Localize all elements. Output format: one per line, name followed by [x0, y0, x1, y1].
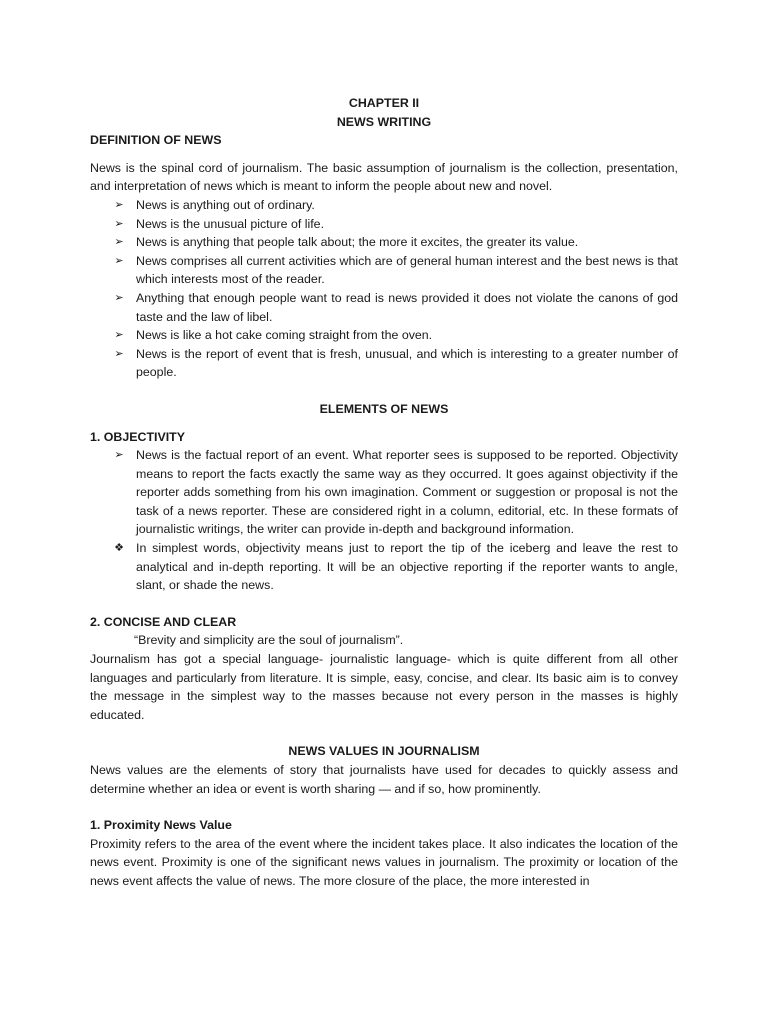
arrow-bullet-icon: ➢ — [114, 217, 124, 230]
arrow-bullet-icon: ➢ — [114, 236, 124, 249]
list-item-text: In simplest words, objectivity means just to report the tip of the iceberg and leave the rest to analytical and in-depth reporting. It will be an objective reporting if the reporter wants to angle, slant, or shade the news. — [136, 541, 678, 593]
arrow-bullet-icon: ➢ — [114, 329, 124, 342]
news-values-intro: News values are the elements of story that journalists have used for decades to quickly assess and determine whether an idea or event is worth sharing — and if so, how prominently. — [90, 763, 678, 796]
diamond-bullet-icon: ❖ — [114, 542, 124, 555]
document-content — [90, 94, 678, 891]
list-item-text: News is anything out of ordinary. — [136, 197, 315, 212]
concise-quote: “Brevity and simplicity are the soul of journalism”. — [134, 633, 404, 648]
proximity-heading: 1. Proximity News Value — [90, 818, 232, 833]
list-item-text: News is anything that people talk about; the more it excites, the greater its value. — [136, 235, 579, 250]
list-item — [90, 196, 678, 215]
list-item-text: News is the report of event that is fresh, unusual, and which is interesting to a greater number of people. — [136, 346, 678, 380]
proximity-body: Proximity refers to the area of the event where the incident takes place. It also indicates the location of the news event. Proximity is one of the significant news values in journalism. The proximity or location of the news event affects the value of news. The more closure of the place, the more interested in — [90, 836, 678, 888]
objectivity-heading: 1. OBJECTIVITY — [90, 429, 186, 444]
list-item — [90, 252, 678, 289]
list-item-text: News is the unusual picture of life. — [136, 216, 325, 231]
list-item — [90, 215, 678, 234]
arrow-bullet-icon: ➢ — [114, 347, 124, 360]
list-item-text: Anything that enough people want to read is news provided it does not violate the canons of god taste and the law of libel. — [136, 290, 678, 324]
concise-heading: 2. CONCISE AND CLEAR — [90, 614, 237, 629]
arrow-bullet-icon: ➢ — [114, 449, 124, 462]
news-values-heading: NEWS VALUES IN JOURNALISM — [288, 744, 480, 759]
list-item — [90, 539, 678, 595]
definition-list — [90, 196, 678, 382]
list-item — [90, 326, 678, 345]
arrow-bullet-icon: ➢ — [114, 291, 124, 304]
definition-heading: DEFINITION OF NEWS — [90, 133, 222, 148]
list-item-text: News comprises all current activities which are of general human interest and the best news is that which interests most of the reader. — [136, 253, 678, 287]
list-item — [90, 446, 678, 539]
objectivity-list — [90, 446, 678, 595]
chapter-title: NEWS WRITING — [336, 114, 432, 129]
list-item-text: News is like a hot cake coming straight from the oven. — [136, 328, 433, 343]
list-item — [90, 233, 678, 252]
list-item — [90, 289, 678, 326]
chapter-label: CHAPTER II — [348, 96, 420, 110]
concise-body: Journalism has got a special language- journalistic language- which is quite different from all other languages and particularly from literature. It is simple, easy, concise, and clear. Its basic aim is to convey the message in the simplest way to the masses because not every person in the masses is highly educated. — [90, 652, 678, 722]
arrow-bullet-icon: ➢ — [114, 254, 124, 267]
arrow-bullet-icon: ➢ — [114, 198, 124, 211]
list-item-text: News is the factual report of an event. What reporter sees is supposed to be reported. Objectivity means to report the facts exactly the same way as they occurred. It goes against objectivity if the reporter adds something from his own imagination. Comment or suggestion or proposal is not the task of a news reporter. These are considered right in a column, editorial, etc. In these formats of journalistic writings, the writer can provide in-depth and background information. — [136, 448, 678, 537]
elements-heading: ELEMENTS OF NEWS — [319, 401, 449, 416]
definition-intro: News is the spinal cord of journalism. The basic assumption of journalism is the collection, presentation, and interpretation of news which is meant to inform the people about new and novel. — [90, 160, 678, 194]
list-item — [90, 345, 678, 382]
